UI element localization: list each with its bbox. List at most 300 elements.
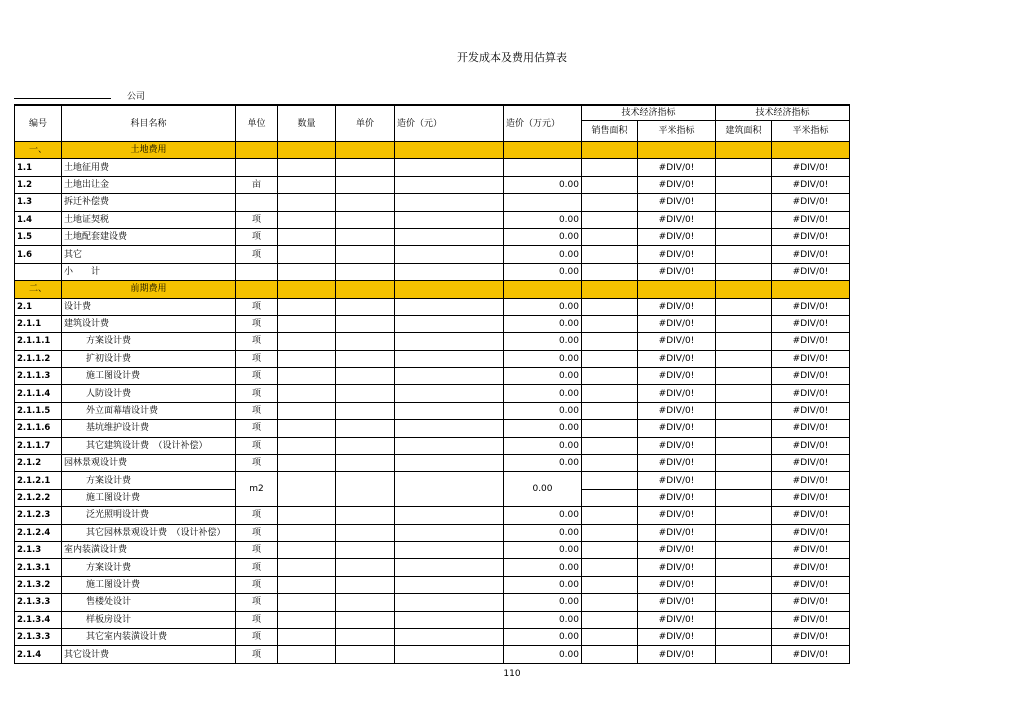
section-empty-cell: [278, 281, 336, 298]
row-cost-wan: 0.00: [504, 333, 582, 350]
row-build-area: [716, 628, 772, 645]
row-name: 施工图设计费: [62, 368, 236, 385]
row-name: 其它室内装潢设计费: [62, 628, 236, 645]
row-sales-area: [582, 263, 638, 280]
row-cost-yuan: [395, 507, 504, 524]
section-empty-cell: [638, 281, 716, 298]
row-qty: [278, 507, 336, 524]
row-unit: 项: [236, 455, 278, 472]
row-build-area: [716, 263, 772, 280]
row-price: [336, 507, 395, 524]
row-sales-area: [582, 194, 638, 211]
row-price: [336, 402, 395, 419]
row-index-2: #DIV/0!: [772, 246, 850, 263]
row-cost-wan: 0.00: [504, 437, 582, 454]
row-index-2: #DIV/0!: [772, 228, 850, 245]
row-code: 1.2: [15, 176, 62, 193]
row-price: [336, 194, 395, 211]
header-name: 科目名称: [62, 105, 236, 142]
table-row: [15, 628, 850, 645]
row-sales-area: [582, 246, 638, 263]
row-build-area: [716, 507, 772, 524]
row-price: [336, 368, 395, 385]
header-code: 编号: [15, 105, 62, 142]
row-price: [336, 455, 395, 472]
row-build-area: [716, 194, 772, 211]
row-name: 施工图设计费: [62, 576, 236, 593]
row-name: 方案设计费: [62, 472, 236, 489]
row-cost-yuan: [395, 576, 504, 593]
row-cost-yuan: [395, 628, 504, 645]
row-cost-wan: 0.00: [504, 628, 582, 645]
section-empty-cell: [716, 281, 772, 298]
row-price: [336, 350, 395, 367]
row-unit: 项: [236, 437, 278, 454]
row-name: 土地征用费: [62, 159, 236, 176]
section-empty-cell: [772, 142, 850, 159]
row-qty: [278, 576, 336, 593]
row-qty: [278, 298, 336, 315]
row-cost-yuan: [395, 402, 504, 419]
row-cost-wan: 0.00: [504, 576, 582, 593]
row-index-2: #DIV/0!: [772, 646, 850, 663]
row-name: 建筑设计费: [62, 315, 236, 332]
row-qty: [278, 628, 336, 645]
row-code: 2.1.1: [15, 315, 62, 332]
section-empty-cell: [278, 142, 336, 159]
row-unit: 项: [236, 611, 278, 628]
row-sales-area: [582, 628, 638, 645]
row-qty: [278, 194, 336, 211]
header-row-top: [15, 105, 850, 121]
row-cost-wan: 0.00: [504, 611, 582, 628]
row-index-1: #DIV/0!: [638, 176, 716, 193]
row-code: 2.1.3.4: [15, 611, 62, 628]
row-qty: [278, 350, 336, 367]
row-index-1: #DIV/0!: [638, 472, 716, 489]
row-index-2: #DIV/0!: [772, 194, 850, 211]
row-name: 基坑维护设计费: [62, 420, 236, 437]
row-unit-merged: m2: [236, 472, 278, 507]
header-group-2: 技术经济指标: [716, 105, 850, 121]
row-name: 施工图设计费: [62, 489, 236, 506]
row-build-area: [716, 524, 772, 541]
row-build-area: [716, 420, 772, 437]
row-qty: [278, 159, 336, 176]
row-cost-yuan: [395, 228, 504, 245]
row-qty: [278, 559, 336, 576]
row-code: 2.1.4: [15, 646, 62, 663]
table-row: [15, 559, 850, 576]
row-cost-yuan: [395, 420, 504, 437]
row-price: [336, 524, 395, 541]
row-qty: [278, 211, 336, 228]
row-cost-wan: 0.00: [504, 211, 582, 228]
row-price: [336, 611, 395, 628]
section-empty-cell: [336, 281, 395, 298]
row-cost-yuan: [395, 524, 504, 541]
row-build-area: [716, 437, 772, 454]
table-row: [15, 455, 850, 472]
row-code: 2.1.2.4: [15, 524, 62, 541]
row-unit: [236, 263, 278, 280]
row-code: 1.3: [15, 194, 62, 211]
table-row: [15, 402, 850, 419]
row-sales-area: [582, 455, 638, 472]
section-empty-cell: [582, 281, 638, 298]
row-sales-area: [582, 211, 638, 228]
row-index-1: #DIV/0!: [638, 211, 716, 228]
row-index-2: #DIV/0!: [772, 507, 850, 524]
row-name: 人防设计费: [62, 385, 236, 402]
table-row: [15, 159, 850, 176]
row-cost-yuan: [395, 455, 504, 472]
row-index-2: #DIV/0!: [772, 368, 850, 385]
row-code: 2.1.3.3: [15, 628, 62, 645]
row-code: [15, 263, 62, 280]
row-qty: [278, 611, 336, 628]
row-cost-wan: 0.00: [504, 385, 582, 402]
header-group-1: 技术经济指标: [582, 105, 716, 121]
row-unit: 项: [236, 576, 278, 593]
row-price: [336, 333, 395, 350]
row-name: 土地证契税: [62, 211, 236, 228]
row-cost-wan: 0.00: [504, 228, 582, 245]
row-cost-wan: 0.00: [504, 507, 582, 524]
section-empty-cell: [638, 142, 716, 159]
row-unit: 项: [236, 594, 278, 611]
row-index-2: #DIV/0!: [772, 298, 850, 315]
table-row: [15, 315, 850, 332]
row-index-1: #DIV/0!: [638, 194, 716, 211]
row-build-area: [716, 472, 772, 489]
row-build-area: [716, 646, 772, 663]
row-cost-yuan: [395, 368, 504, 385]
row-sales-area: [582, 559, 638, 576]
row-code: 1.4: [15, 211, 62, 228]
row-sales-area: [582, 368, 638, 385]
row-cost-wan: 0.00: [504, 559, 582, 576]
row-sales-area: [582, 611, 638, 628]
row-code: 1.5: [15, 228, 62, 245]
row-cost-yuan: [395, 298, 504, 315]
section-empty-cell: [236, 142, 278, 159]
row-price: [336, 263, 395, 280]
row-code: 1.1: [15, 159, 62, 176]
row-unit: 项: [236, 646, 278, 663]
row-unit: 项: [236, 350, 278, 367]
row-price: [336, 420, 395, 437]
row-name: 室内装潢设计费: [62, 541, 236, 558]
row-qty: [278, 524, 336, 541]
row-name: 外立面幕墙设计费: [62, 402, 236, 419]
header-cost-wan: 造价（万元）: [504, 105, 582, 142]
row-index-1: #DIV/0!: [638, 489, 716, 506]
row-code: 2.1: [15, 298, 62, 315]
row-name: 泛光照明设计费: [62, 507, 236, 524]
row-sales-area: [582, 298, 638, 315]
row-cost-wan: 0.00: [504, 246, 582, 263]
row-index-1: #DIV/0!: [638, 263, 716, 280]
row-index-2: #DIV/0!: [772, 211, 850, 228]
row-build-area: [716, 350, 772, 367]
row-qty-merged: [278, 472, 336, 507]
table-row: [15, 333, 850, 350]
row-code: 2.1.1.4: [15, 385, 62, 402]
row-index-1: #DIV/0!: [638, 315, 716, 332]
row-cost-wan-merged: 0.00: [504, 472, 582, 507]
row-cost-wan: 0.00: [504, 176, 582, 193]
table-row: [15, 576, 850, 593]
row-name: 其它建筑设计费 （设计补偿）: [62, 437, 236, 454]
row-build-area: [716, 298, 772, 315]
table-row: [15, 420, 850, 437]
row-index-1: #DIV/0!: [638, 246, 716, 263]
row-name: 样板房设计: [62, 611, 236, 628]
row-cost-yuan: [395, 194, 504, 211]
row-sales-area: [582, 594, 638, 611]
row-cost-wan: 0.00: [504, 594, 582, 611]
row-code: 2.1.3.2: [15, 576, 62, 593]
row-name: 土地配套建设费: [62, 228, 236, 245]
row-cost-yuan: [395, 263, 504, 280]
row-qty: [278, 333, 336, 350]
table-row: [15, 646, 850, 663]
row-name: 拆迁补偿费: [62, 194, 236, 211]
row-qty: [278, 437, 336, 454]
row-name: 其它: [62, 246, 236, 263]
row-code: 2.1.2: [15, 455, 62, 472]
row-index-2: #DIV/0!: [772, 489, 850, 506]
row-index-2: #DIV/0!: [772, 472, 850, 489]
row-code: 2.1.3.1: [15, 559, 62, 576]
row-build-area: [716, 455, 772, 472]
table-row: [15, 263, 850, 280]
row-price: [336, 385, 395, 402]
row-unit: 项: [236, 333, 278, 350]
section-name: 前期费用: [62, 281, 236, 298]
row-price: [336, 228, 395, 245]
section-name: 土地费用: [62, 142, 236, 159]
row-cost-wan: 0.00: [504, 402, 582, 419]
row-cost-wan: 0.00: [504, 350, 582, 367]
table-row: [15, 611, 850, 628]
row-qty: [278, 385, 336, 402]
row-index-1: #DIV/0!: [638, 455, 716, 472]
row-sales-area: [582, 176, 638, 193]
row-unit: 亩: [236, 176, 278, 193]
row-unit: 项: [236, 211, 278, 228]
row-build-area: [716, 594, 772, 611]
row-name: 扩初设计费: [62, 350, 236, 367]
row-qty: [278, 646, 336, 663]
row-build-area: [716, 211, 772, 228]
table-row: [15, 524, 850, 541]
row-build-area: [716, 402, 772, 419]
row-sales-area: [582, 472, 638, 489]
section-empty-cell: [504, 281, 582, 298]
row-name: 小 计: [62, 263, 236, 280]
row-cost-wan: 0.00: [504, 455, 582, 472]
row-qty: [278, 455, 336, 472]
row-build-area: [716, 176, 772, 193]
row-name: 其它设计费: [62, 646, 236, 663]
row-code: 2.1.1.7: [15, 437, 62, 454]
section-empty-cell: [395, 281, 504, 298]
page-title: 开发成本及费用估算表: [457, 51, 567, 64]
row-name: 方案设计费: [62, 559, 236, 576]
row-code: 2.1.1.5: [15, 402, 62, 419]
row-index-1: #DIV/0!: [638, 576, 716, 593]
row-index-2: #DIV/0!: [772, 159, 850, 176]
row-index-2: #DIV/0!: [772, 315, 850, 332]
row-cost-yuan: [395, 541, 504, 558]
row-build-area: [716, 333, 772, 350]
table-row: [15, 228, 850, 245]
row-unit: [236, 194, 278, 211]
section-empty-cell: [772, 281, 850, 298]
table-row: [15, 211, 850, 228]
row-index-2: #DIV/0!: [772, 350, 850, 367]
row-index-2: #DIV/0!: [772, 385, 850, 402]
row-cost-yuan-merged: [395, 472, 504, 507]
row-build-area: [716, 246, 772, 263]
row-code: 1.6: [15, 246, 62, 263]
row-index-2: #DIV/0!: [772, 455, 850, 472]
row-code: 2.1.1.1: [15, 333, 62, 350]
row-sales-area: [582, 420, 638, 437]
row-price: [336, 298, 395, 315]
header-sales-area: 销售面积: [582, 121, 638, 142]
table-row: [15, 194, 850, 211]
row-index-1: #DIV/0!: [638, 646, 716, 663]
row-index-1: #DIV/0!: [638, 228, 716, 245]
row-sales-area: [582, 507, 638, 524]
row-index-2: #DIV/0!: [772, 333, 850, 350]
row-sales-area: [582, 524, 638, 541]
table-row: [15, 385, 850, 402]
table-row: [15, 298, 850, 315]
row-cost-yuan: [395, 211, 504, 228]
row-index-2: #DIV/0!: [772, 559, 850, 576]
row-unit: 项: [236, 420, 278, 437]
row-index-1: #DIV/0!: [638, 559, 716, 576]
table-row: [15, 472, 850, 489]
row-name: 其它园林景观设计费 （设计补偿）: [62, 524, 236, 541]
row-build-area: [716, 559, 772, 576]
row-qty: [278, 263, 336, 280]
row-index-2: #DIV/0!: [772, 263, 850, 280]
row-qty: [278, 228, 336, 245]
row-name: 售楼处设计: [62, 594, 236, 611]
row-index-1: #DIV/0!: [638, 437, 716, 454]
row-sales-area: [582, 159, 638, 176]
row-build-area: [716, 541, 772, 558]
row-price-merged: [336, 472, 395, 507]
section-empty-cell: [236, 281, 278, 298]
row-qty: [278, 246, 336, 263]
section-empty-cell: [716, 142, 772, 159]
row-build-area: [716, 385, 772, 402]
row-name: 方案设计费: [62, 333, 236, 350]
row-index-1: #DIV/0!: [638, 628, 716, 645]
row-unit: 项: [236, 246, 278, 263]
row-sales-area: [582, 541, 638, 558]
header-price: 单价: [336, 105, 395, 142]
row-index-1: #DIV/0!: [638, 507, 716, 524]
company-label: 公司: [127, 92, 146, 102]
cost-estimate-table: [14, 104, 850, 664]
row-sales-area: [582, 385, 638, 402]
row-index-2: #DIV/0!: [772, 576, 850, 593]
row-unit: 项: [236, 368, 278, 385]
header-per-sqm-1: 平米指标: [638, 121, 716, 142]
row-cost-yuan: [395, 646, 504, 663]
row-unit: 项: [236, 298, 278, 315]
row-qty: [278, 594, 336, 611]
row-index-2: #DIV/0!: [772, 420, 850, 437]
row-index-2: #DIV/0!: [772, 611, 850, 628]
table-row: [15, 507, 850, 524]
row-index-2: #DIV/0!: [772, 437, 850, 454]
row-index-1: #DIV/0!: [638, 333, 716, 350]
row-cost-yuan: [395, 385, 504, 402]
row-price: [336, 437, 395, 454]
row-index-1: #DIV/0!: [638, 611, 716, 628]
row-qty: [278, 368, 336, 385]
row-qty: [278, 420, 336, 437]
row-unit: 项: [236, 402, 278, 419]
row-price: [336, 541, 395, 558]
row-index-1: #DIV/0!: [638, 298, 716, 315]
row-cost-wan: 0.00: [504, 541, 582, 558]
row-sales-area: [582, 350, 638, 367]
row-code: 2.1.3: [15, 541, 62, 558]
row-unit: 项: [236, 524, 278, 541]
row-cost-yuan: [395, 559, 504, 576]
row-unit: 项: [236, 541, 278, 558]
row-cost-yuan: [395, 333, 504, 350]
section-code: 一、: [15, 142, 62, 159]
table-row: [15, 541, 850, 558]
section-empty-cell: [504, 142, 582, 159]
row-cost-yuan: [395, 594, 504, 611]
row-index-1: #DIV/0!: [638, 524, 716, 541]
row-price: [336, 576, 395, 593]
table-row: [15, 176, 850, 193]
row-cost-wan: 0.00: [504, 368, 582, 385]
row-code: 2.1.2.1: [15, 472, 62, 489]
row-index-2: #DIV/0!: [772, 628, 850, 645]
row-qty: [278, 315, 336, 332]
row-index-1: #DIV/0!: [638, 594, 716, 611]
row-sales-area: [582, 333, 638, 350]
section-empty-cell: [336, 142, 395, 159]
row-price: [336, 211, 395, 228]
company-blank-line: [14, 98, 111, 99]
row-cost-wan: 0.00: [504, 646, 582, 663]
row-price: [336, 176, 395, 193]
row-index-2: #DIV/0!: [772, 176, 850, 193]
row-sales-area: [582, 402, 638, 419]
row-unit: 项: [236, 315, 278, 332]
row-cost-wan: [504, 159, 582, 176]
row-build-area: [716, 489, 772, 506]
row-cost-yuan: [395, 350, 504, 367]
row-index-1: #DIV/0!: [638, 541, 716, 558]
section-empty-cell: [582, 142, 638, 159]
row-sales-area: [582, 437, 638, 454]
